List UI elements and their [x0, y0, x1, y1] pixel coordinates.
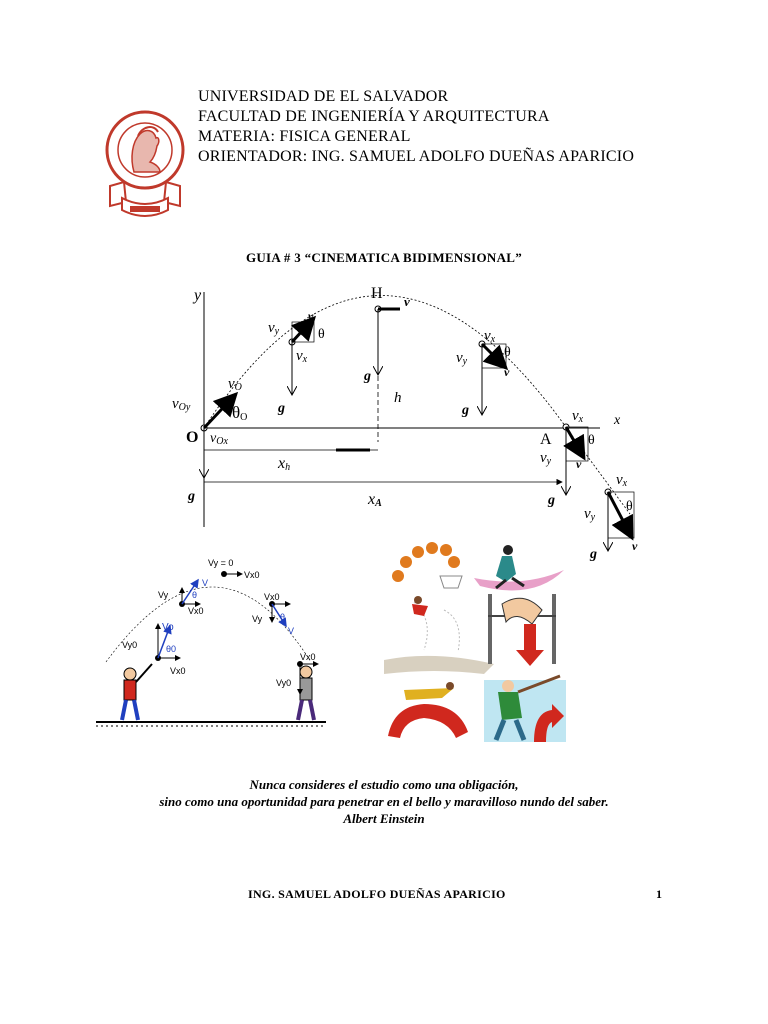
height-label-h: h	[394, 390, 402, 406]
vy0-label-catcher: Vy0	[276, 678, 292, 688]
vy-label-right: Vy	[252, 614, 263, 624]
footer-author: ING. SAMUEL ADOLFO DUEÑAS APARICIO	[248, 887, 506, 901]
guide-title: GUIA # 3 “CINEMATICA BIDIMENSIONAL”	[245, 250, 523, 265]
vy-label-left: Vy	[158, 590, 169, 600]
theta0-label-fig: θ0	[166, 644, 177, 654]
sprinter-image	[474, 545, 564, 590]
quote-line-1: Nunca consideres el estudio como una obligación,	[249, 777, 519, 792]
vy-zero-label: Vy = 0	[208, 558, 234, 568]
instructor-name: ORIENTADOR: ING. SAMUEL ADOLFO DUEÑAS APARICIO	[198, 148, 635, 165]
quote-block	[0, 776, 768, 827]
v-label-2: v	[504, 365, 510, 379]
vx-label-4: vx	[616, 472, 628, 489]
page-number: 1	[656, 887, 662, 901]
xh-label: xh	[278, 455, 291, 473]
vx0-label-top: Vx0	[244, 570, 260, 580]
theta-label-1: θ	[318, 327, 325, 342]
theta-label-2: θ	[504, 345, 511, 360]
vy-label-4: vy	[584, 506, 596, 523]
quote-author: Albert Einstein	[343, 811, 425, 826]
initial-vy-label: vOy	[172, 396, 191, 413]
subject-name: MATERIA: FISICA GENERAL	[198, 128, 411, 145]
peak-label-h: H	[371, 285, 383, 302]
faculty-name: FACULTAD DE INGENIERÍA Y ARQUITECTURA	[198, 108, 550, 125]
vy0-label-left: Vy0	[122, 640, 138, 650]
theta0-label: θO	[232, 403, 248, 423]
g-label-6: g	[590, 547, 597, 562]
g-label-3: g	[364, 369, 371, 384]
header-block	[198, 87, 634, 167]
sports-collage-illustration	[384, 540, 574, 745]
vx0-label-left: Vx0	[188, 606, 204, 616]
projectile-motion-diagram	[160, 282, 660, 572]
theta-label-left: θ	[192, 590, 198, 600]
baseball-batter-image	[484, 676, 566, 742]
long-jump-image	[384, 596, 494, 674]
theta-label-right: θ	[280, 612, 286, 622]
point-a-label: A	[540, 431, 552, 448]
vx-label-1: vx	[296, 348, 308, 365]
theta-label-3: θ	[588, 433, 595, 448]
university-name: UNIVERSIDAD DE EL SALVADOR	[198, 88, 449, 105]
axis-y-label: y	[194, 287, 202, 304]
vx0-label-catcher: Vx0	[300, 652, 316, 662]
vo-label: Vo	[162, 622, 174, 633]
vx-label-2: vx	[484, 328, 496, 345]
initial-velocity-label: vO	[228, 376, 242, 393]
v-label-4: v	[632, 539, 638, 553]
hurdle-image	[388, 682, 468, 738]
v-label-1: v	[308, 309, 314, 323]
vx0-label-right: Vx0	[264, 592, 280, 602]
peak-velocity-label: v	[404, 294, 410, 309]
v-label-top: V	[202, 578, 209, 588]
theta-label-4: θ	[626, 499, 633, 514]
xa-label: xA	[368, 491, 382, 509]
basketball-arc-image	[392, 542, 462, 588]
g-label-1: g	[188, 489, 195, 504]
vy-label-2: vy	[456, 350, 468, 367]
axis-x-label: x	[614, 413, 621, 428]
g-label-2: g	[278, 401, 285, 416]
g-label-4: g	[462, 403, 469, 418]
quote-line-2: sino como una oportunidad para penetrar en el bello y maravilloso nundo del saber.	[159, 794, 609, 809]
ball-throw-illustration	[96, 552, 326, 732]
university-seal-logo	[104, 106, 186, 228]
vx-label-3: vx	[572, 408, 584, 425]
vy-label-3: vy	[540, 450, 552, 467]
v-label-3: v	[576, 457, 582, 471]
g-label-5: g	[548, 493, 555, 508]
v-label-right: V	[288, 626, 295, 636]
vx0-label-bottom: Vx0	[170, 666, 186, 676]
origin-label-o: O	[186, 429, 199, 446]
vy-label-1: vy	[268, 320, 280, 337]
high-jump-image	[488, 594, 556, 666]
initial-vx-label: vOx	[210, 431, 228, 447]
